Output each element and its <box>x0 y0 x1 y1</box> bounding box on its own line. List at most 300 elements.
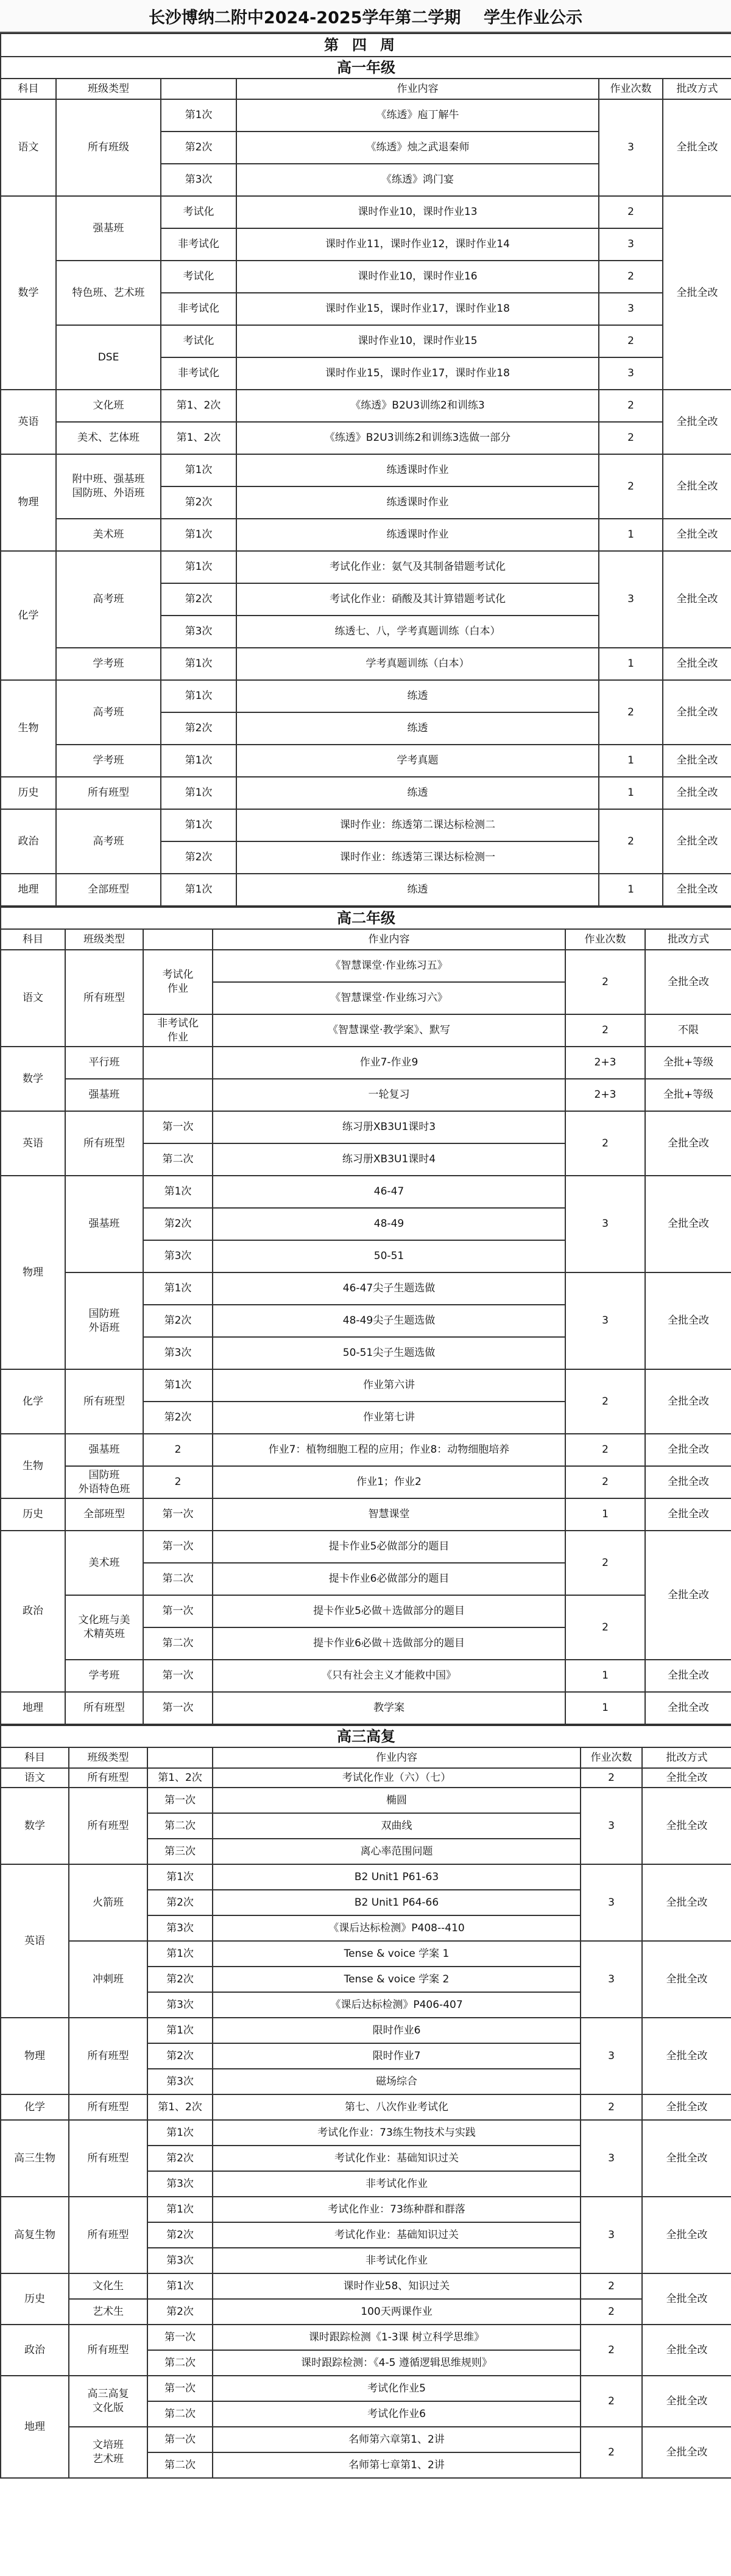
cell-class-type: 所有班型 <box>56 777 161 809</box>
cell-subject: 物理 <box>1 1176 65 1369</box>
cell-subject: 语文 <box>1 99 56 196</box>
column-header-content: 作业内容 <box>236 79 599 99</box>
cell-sequence: 第1次 <box>161 874 236 906</box>
cell-content: 课时作业15，课时作业17，课时作业18 <box>236 357 599 390</box>
cell-content: 练透 <box>236 874 599 906</box>
table-row <box>1 809 731 841</box>
cell-content: 课时作业10，课时作业15 <box>236 325 599 357</box>
cell-class-type: 所有班型 <box>69 2018 147 2094</box>
cell-sequence: 第1次 <box>143 1272 213 1305</box>
cell-content: 作业1；作业2 <box>213 1466 565 1498</box>
cell-sequence: 第3次 <box>147 1915 213 1941</box>
cell-subject: 历史 <box>1 777 56 809</box>
cell-subject: 数学 <box>1 1788 69 1864</box>
cell-content: 《只有社会主义才能救中国》 <box>213 1660 565 1692</box>
cell-sequence: 第1、2次 <box>147 2094 213 2120</box>
table-row <box>1 1079 731 1111</box>
cell-content: 50-51尖子生题选做 <box>213 1337 565 1369</box>
cell-content: 《练透》B2U3训练2和训练3选做一部分 <box>236 422 599 454</box>
cell-sequence: 第2次 <box>147 2222 213 2248</box>
cell-count: 1 <box>599 777 663 809</box>
cell-content: 46-47 <box>213 1176 565 1208</box>
table-row <box>1 261 731 293</box>
cell-sequence: 第3次 <box>161 616 236 648</box>
cell-class-type: 高考班 <box>56 809 161 874</box>
cell-count: 3 <box>581 1788 642 1864</box>
cell-grading: 全批全改 <box>663 99 731 196</box>
cell-sequence: 考试化 <box>161 261 236 293</box>
cell-grading: 全批全改 <box>663 648 731 680</box>
cell-grading: 全批全改 <box>663 551 731 648</box>
cell-content: 第七、八次作业考试化 <box>213 2094 581 2120</box>
cell-sequence: 第2次 <box>161 841 236 874</box>
cell-class-type: 所有班型 <box>65 1692 143 1724</box>
cell-grading: 不限 <box>645 1014 731 1047</box>
table-row <box>1 454 731 486</box>
cell-class-type: 所有班型 <box>69 2325 147 2376</box>
table-row <box>1 1531 731 1563</box>
cell-content: 学考真题训练（白本） <box>236 648 599 680</box>
cell-sequence: 第1次 <box>147 2197 213 2222</box>
cell-class-type: 强基班 <box>56 196 161 261</box>
cell-subject: 高三生物 <box>1 2120 69 2197</box>
cell-content: 课时作业10，课时作业16 <box>236 261 599 293</box>
cell-sequence: 第1次 <box>161 551 236 583</box>
table-row <box>1 1768 731 1788</box>
cell-count: 3 <box>599 99 663 196</box>
cell-grading: 全批全改 <box>642 2325 731 2376</box>
cell-subject: 化学 <box>1 1369 65 1434</box>
cell-sequence: 第二次 <box>143 1563 213 1595</box>
cell-grading: 全批全改 <box>645 1434 731 1466</box>
cell-content: 练习册XB3U1课时3 <box>213 1111 565 1143</box>
cell-content: 考试化作业：73练种群和群落 <box>213 2197 581 2222</box>
cell-class-type: 强基班 <box>65 1176 143 1272</box>
cell-sequence: 第一次 <box>147 1788 213 1813</box>
cell-class-type: 所有班型 <box>69 2197 147 2273</box>
cell-sequence: 第1次 <box>161 648 236 680</box>
cell-class-type: 附中班、强基班 国防班、外语班 <box>56 454 161 519</box>
column-header-grading: 批改方式 <box>645 929 731 950</box>
cell-content: 48-49尖子生题选做 <box>213 1305 565 1337</box>
cell-sequence: 非考试化 <box>161 228 236 261</box>
table-header <box>1 929 731 950</box>
column-header-class-type: 班级类型 <box>56 79 161 99</box>
cell-sequence: 非考试化 <box>161 357 236 390</box>
cell-sequence: 第2次 <box>147 1967 213 1992</box>
cell-class-type: 平行班 <box>65 1047 143 1079</box>
cell-grading: 全批全改 <box>642 2197 731 2273</box>
column-header-grading: 批改方式 <box>663 79 731 99</box>
cell-class-type: 高三高复 文化版 <box>69 2376 147 2427</box>
cell-grading: 全批全改 <box>645 950 731 1014</box>
cell-grading: 全批全改 <box>642 2427 731 2478</box>
table-row <box>1 745 731 777</box>
cell-class-type: 美术班 <box>56 519 161 551</box>
cell-content: Tense & voice 学案 1 <box>213 1941 581 1967</box>
cell-sequence: 非考试化 作业 <box>143 1014 213 1047</box>
table-row <box>1 1788 731 1813</box>
table-row <box>1 1369 731 1402</box>
cell-count: 3 <box>581 2018 642 2094</box>
cell-class-type: 国防班 外语班 <box>65 1272 143 1369</box>
cell-class-type: DSE <box>56 325 161 390</box>
cell-sequence: 第3次 <box>143 1240 213 1272</box>
table-row <box>1 1272 731 1305</box>
column-header-count: 作业次数 <box>581 1747 642 1768</box>
cell-content: 100天两课作业 <box>213 2299 581 2325</box>
cell-grading: 全批全改 <box>645 1466 731 1498</box>
cell-sequence: 第1次 <box>161 745 236 777</box>
cell-content: 考试化作业：氨气及其制备错题考试化 <box>236 551 599 583</box>
table-row <box>1 2376 731 2401</box>
cell-sequence: 第2次 <box>143 1305 213 1337</box>
cell-subject: 化学 <box>1 551 56 680</box>
cell-count: 1 <box>565 1660 645 1692</box>
cell-grading: 全批全改 <box>642 1864 731 1941</box>
cell-content: 考试化作业（六）（七） <box>213 1768 581 1788</box>
cell-content: 作业第六讲 <box>213 1369 565 1402</box>
cell-class-type: 文化班 <box>56 390 161 422</box>
cell-sequence: 第3次 <box>147 2171 213 2197</box>
cell-class-type: 所有班型 <box>69 2094 147 2120</box>
cell-sequence: 第2次 <box>161 486 236 519</box>
cell-grading: 全批全改 <box>663 519 731 551</box>
cell-subject: 语文 <box>1 950 65 1047</box>
cell-count: 1 <box>599 519 663 551</box>
cell-sequence: 第一次 <box>147 2427 213 2452</box>
column-header-count: 作业次数 <box>599 79 663 99</box>
cell-class-type: 全部班型 <box>56 874 161 906</box>
cell-subject: 生物 <box>1 1434 65 1498</box>
cell-sequence: 第一次 <box>143 1660 213 1692</box>
cell-sequence: 第一次 <box>147 2325 213 2350</box>
table-row <box>1 1466 731 1498</box>
cell-sequence: 第1次 <box>147 2120 213 2146</box>
cell-sequence: 第1次 <box>161 809 236 841</box>
cell-content: 课时作业11，课时作业12，课时作业14 <box>236 228 599 261</box>
table-row <box>1 551 731 583</box>
cell-content: 磁场综合 <box>213 2069 581 2094</box>
table-row <box>1 2273 731 2299</box>
cell-grading: 全批全改 <box>663 196 731 390</box>
cell-sequence: 第1次 <box>147 2018 213 2043</box>
cell-grading: 全批全改 <box>645 1660 731 1692</box>
column-header-content: 作业内容 <box>213 1747 581 1768</box>
cell-class-type: 艺术生 <box>69 2299 147 2325</box>
table-row <box>1 1434 731 1466</box>
cell-class-type: 所有班型 <box>69 1768 147 1788</box>
cell-sequence: 第一次 <box>143 1531 213 1563</box>
cell-content: 课时作业：练透第三课达标检测一 <box>236 841 599 874</box>
table-row <box>1 2427 731 2452</box>
cell-content: 限时作业6 <box>213 2018 581 2043</box>
cell-sequence: 考试化 <box>161 196 236 228</box>
cell-count: 2 <box>565 1531 645 1595</box>
cell-content: 作业7-作业9 <box>213 1047 565 1079</box>
cell-grading: 全批全改 <box>645 1111 731 1176</box>
table-header <box>1 79 731 99</box>
cell-content: 《课后达标检测》P408--410 <box>213 1915 581 1941</box>
cell-class-type: 冲刺班 <box>69 1941 147 2018</box>
cell-count: 2 <box>581 2273 642 2299</box>
cell-content: 提卡作业6必做部分的题目 <box>213 1563 565 1595</box>
cell-count: 2 <box>581 2094 642 2120</box>
cell-count: 1 <box>599 874 663 906</box>
table-row <box>1 1047 731 1079</box>
cell-count: 3 <box>581 1864 642 1941</box>
cell-count: 2 <box>599 196 663 228</box>
cell-content: 课时作业15，课时作业17，课时作业18 <box>236 293 599 325</box>
cell-content: 智慧课堂 <box>213 1498 565 1531</box>
cell-grading: 全批全改 <box>645 1498 731 1531</box>
cell-sequence: 第二次 <box>147 1813 213 1839</box>
cell-class-type: 所有班型 <box>65 950 143 1047</box>
cell-count: 2 <box>599 809 663 874</box>
table-row <box>1 2197 731 2222</box>
cell-grading: 全批全改 <box>663 809 731 874</box>
cell-content: 课时作业10，课时作业13 <box>236 196 599 228</box>
cell-class-type: 全部班型 <box>65 1498 143 1531</box>
cell-count: 3 <box>581 1941 642 2018</box>
cell-count: 2+3 <box>565 1079 645 1111</box>
cell-count: 2 <box>565 950 645 1014</box>
cell-content: 名师第六章第1、2讲 <box>213 2427 581 2452</box>
cell-content: 提卡作业5必做部分的题目 <box>213 1531 565 1563</box>
cell-grading: 全批全改 <box>645 1369 731 1434</box>
cell-count: 2 <box>565 1369 645 1434</box>
cell-count: 3 <box>581 2197 642 2273</box>
cell-count: 2 <box>565 1014 645 1047</box>
column-header-sequence <box>147 1747 213 1768</box>
cell-sequence: 第一次 <box>143 1692 213 1724</box>
column-header-grading: 批改方式 <box>642 1747 731 1768</box>
cell-count: 2 <box>599 454 663 519</box>
cell-class-type: 国防班 外语特色班 <box>65 1466 143 1498</box>
cell-sequence: 第二次 <box>143 1627 213 1660</box>
cell-content: 《练透》B2U3训练2和训练3 <box>236 390 599 422</box>
cell-class-type: 所有班型 <box>69 2120 147 2197</box>
cell-content: 非考试化作业 <box>213 2171 581 2197</box>
cell-class-type: 学考班 <box>56 648 161 680</box>
table-row <box>1 1660 731 1692</box>
cell-sequence: 2 <box>143 1466 213 1498</box>
table-row <box>1 1941 731 1967</box>
cell-content: 限时作业7 <box>213 2043 581 2069</box>
column-header-subject: 科目 <box>1 929 65 950</box>
cell-content: 练习册XB3U1课时4 <box>213 1143 565 1176</box>
cell-content: 46-47尖子生题选做 <box>213 1272 565 1305</box>
table-row <box>1 2120 731 2146</box>
cell-content: 作业第七讲 <box>213 1402 565 1434</box>
cell-class-type: 所有班级 <box>56 99 161 196</box>
table-row <box>1 519 731 551</box>
cell-subject: 生物 <box>1 680 56 777</box>
cell-content: 提卡作业6必做＋选做部分的题目 <box>213 1627 565 1660</box>
cell-content: 考试化作业：73练生物技术与实践 <box>213 2120 581 2146</box>
cell-grading: 全批全改 <box>642 1788 731 1864</box>
cell-subject: 高复生物 <box>1 2197 69 2273</box>
cell-subject: 化学 <box>1 2094 69 2120</box>
cell-sequence: 第2次 <box>143 1402 213 1434</box>
column-header-sequence <box>161 79 236 99</box>
cell-sequence: 第1、2次 <box>161 422 236 454</box>
grade-heading: 高一年级 <box>1 57 731 79</box>
table-row <box>1 648 731 680</box>
grade-table <box>0 907 731 1725</box>
cell-content: 考试化作业：硝酸及其计算错题考试化 <box>236 583 599 616</box>
cell-content: 课时跟踪检测：《4-5 遵循逻辑思维规则》 <box>213 2350 581 2376</box>
page-title <box>0 0 731 33</box>
week-label: 第四周 <box>1 33 731 57</box>
cell-sequence: 第1次 <box>161 519 236 551</box>
cell-count: 2 <box>599 325 663 357</box>
table-row <box>1 2094 731 2120</box>
cell-grading: 全批全改 <box>642 2094 731 2120</box>
cell-content: 椭圆 <box>213 1788 581 1813</box>
cell-count: 1 <box>599 648 663 680</box>
cell-class-type: 文培班 艺术班 <box>69 2427 147 2478</box>
column-header-sequence <box>143 929 213 950</box>
cell-content: 练透七、八，学考真题训练（白本） <box>236 616 599 648</box>
cell-count: 3 <box>565 1176 645 1272</box>
cell-grading: 全批全改 <box>642 1768 731 1788</box>
cell-count: 3 <box>599 551 663 648</box>
cell-sequence: 第2次 <box>147 2299 213 2325</box>
cell-grading: 全批全改 <box>642 2018 731 2094</box>
cell-subject: 物理 <box>1 454 56 551</box>
cell-sequence: 第二次 <box>143 1143 213 1176</box>
cell-content: 作业7：植物细胞工程的应用；作业8：动物细胞培养 <box>213 1434 565 1466</box>
cell-subject: 地理 <box>1 2376 69 2478</box>
cell-subject: 英语 <box>1 1111 65 1176</box>
cell-class-type: 火箭班 <box>69 1864 147 1941</box>
cell-class-type: 强基班 <box>65 1079 143 1111</box>
cell-sequence: 第1次 <box>147 2273 213 2299</box>
table-row <box>1 1176 731 1208</box>
cell-sequence: 第1次 <box>147 1941 213 1967</box>
cell-content: 考试化作业：基础知识过关 <box>213 2146 581 2171</box>
cell-grading: 全批全改 <box>642 1941 731 2018</box>
table-row <box>1 2325 731 2350</box>
column-header-subject: 科目 <box>1 1747 69 1768</box>
cell-sequence: 第二次 <box>147 2401 213 2427</box>
cell-grading: 全批全改 <box>645 1531 731 1660</box>
cell-content: 《练透》庖丁解牛 <box>236 99 599 132</box>
table-header <box>1 1747 731 1768</box>
cell-count: 2 <box>581 2376 642 2427</box>
column-header-count: 作业次数 <box>565 929 645 950</box>
cell-class-type: 美术、艺体班 <box>56 422 161 454</box>
table-row <box>1 422 731 454</box>
cell-count: 1 <box>565 1498 645 1531</box>
cell-sequence: 2 <box>143 1434 213 1466</box>
table-row <box>1 1595 731 1627</box>
cell-content: 练透 <box>236 777 599 809</box>
cell-count: 2 <box>565 1111 645 1176</box>
cell-sequence: 第3次 <box>143 1337 213 1369</box>
cell-sequence: 第1次 <box>143 1369 213 1402</box>
cell-content: 名师第七章第1、2讲 <box>213 2452 581 2478</box>
cell-content: 《练透》鸿门宴 <box>236 164 599 196</box>
table-row <box>1 680 731 712</box>
table-row <box>1 1111 731 1143</box>
cell-content: 考试化作业6 <box>213 2401 581 2427</box>
cell-class-type: 文化生 <box>69 2273 147 2299</box>
cell-content: Tense & voice 学案 2 <box>213 1967 581 1992</box>
cell-sequence: 第1、2次 <box>147 1768 213 1788</box>
cell-sequence: 第二次 <box>147 2452 213 2478</box>
cell-content: 课时作业：练透第二课达标检测二 <box>236 809 599 841</box>
cell-grading: 全批全改 <box>663 777 731 809</box>
cell-subject: 政治 <box>1 1531 65 1692</box>
cell-class-type: 学考班 <box>65 1660 143 1692</box>
cell-sequence <box>143 1079 213 1111</box>
cell-count: 1 <box>599 745 663 777</box>
cell-grading: 全批全改 <box>645 1176 731 1272</box>
cell-sequence: 第3次 <box>147 1992 213 2018</box>
cell-grading: 全批全改 <box>645 1692 731 1724</box>
cell-sequence: 第1次 <box>161 680 236 712</box>
cell-subject: 物理 <box>1 2018 69 2094</box>
cell-grading: 全批全改 <box>663 745 731 777</box>
cell-subject: 地理 <box>1 1692 65 1724</box>
cell-class-type: 所有班型 <box>65 1111 143 1176</box>
cell-content: 离心率范围问题 <box>213 1839 581 1864</box>
cell-content: 50-51 <box>213 1240 565 1272</box>
cell-count: 2 <box>565 1595 645 1660</box>
cell-content: 《练透》烛之武退秦师 <box>236 132 599 164</box>
cell-sequence: 第3次 <box>147 2069 213 2094</box>
cell-content: 《智慧课堂·作业练习五》 <box>213 950 565 982</box>
cell-sequence: 第1次 <box>147 1864 213 1890</box>
table-row <box>1 874 731 906</box>
cell-sequence: 考试化 <box>161 325 236 357</box>
cell-content: 考试化作业5 <box>213 2376 581 2401</box>
table-row <box>1 950 731 982</box>
cell-count: 2 <box>581 2325 642 2376</box>
cell-grading: 全批+等级 <box>645 1079 731 1111</box>
cell-sequence: 第一次 <box>143 1111 213 1143</box>
cell-subject: 英语 <box>1 1864 69 2018</box>
cell-count: 3 <box>581 2120 642 2197</box>
table-row <box>1 2299 731 2325</box>
cell-grading: 全批全改 <box>663 680 731 745</box>
cell-count: 2 <box>581 2299 642 2325</box>
cell-count: 2 <box>599 390 663 422</box>
table-row <box>1 325 731 357</box>
cell-sequence: 第1次 <box>143 1176 213 1208</box>
cell-grading: 全批全改 <box>642 2376 731 2427</box>
cell-sequence: 第2次 <box>143 1208 213 1240</box>
cell-grading: 全批全改 <box>663 390 731 454</box>
cell-sequence: 第1、2次 <box>161 390 236 422</box>
cell-sequence: 第三次 <box>147 1839 213 1864</box>
cell-sequence: 第1次 <box>161 454 236 486</box>
cell-count: 2 <box>581 1768 642 1788</box>
cell-sequence: 第一次 <box>147 2376 213 2401</box>
cell-subject: 语文 <box>1 1768 69 1788</box>
cell-grading: 全批全改 <box>663 454 731 519</box>
table-row <box>1 196 731 228</box>
cell-content: 练透课时作业 <box>236 486 599 519</box>
cell-content: 教学案 <box>213 1692 565 1724</box>
cell-sequence: 第2次 <box>147 2146 213 2171</box>
table-row <box>1 1692 731 1724</box>
grade-heading: 高二年级 <box>1 907 731 929</box>
cell-content: 《智慧课堂·作业练习六》 <box>213 982 565 1014</box>
cell-sequence: 第2次 <box>161 583 236 616</box>
